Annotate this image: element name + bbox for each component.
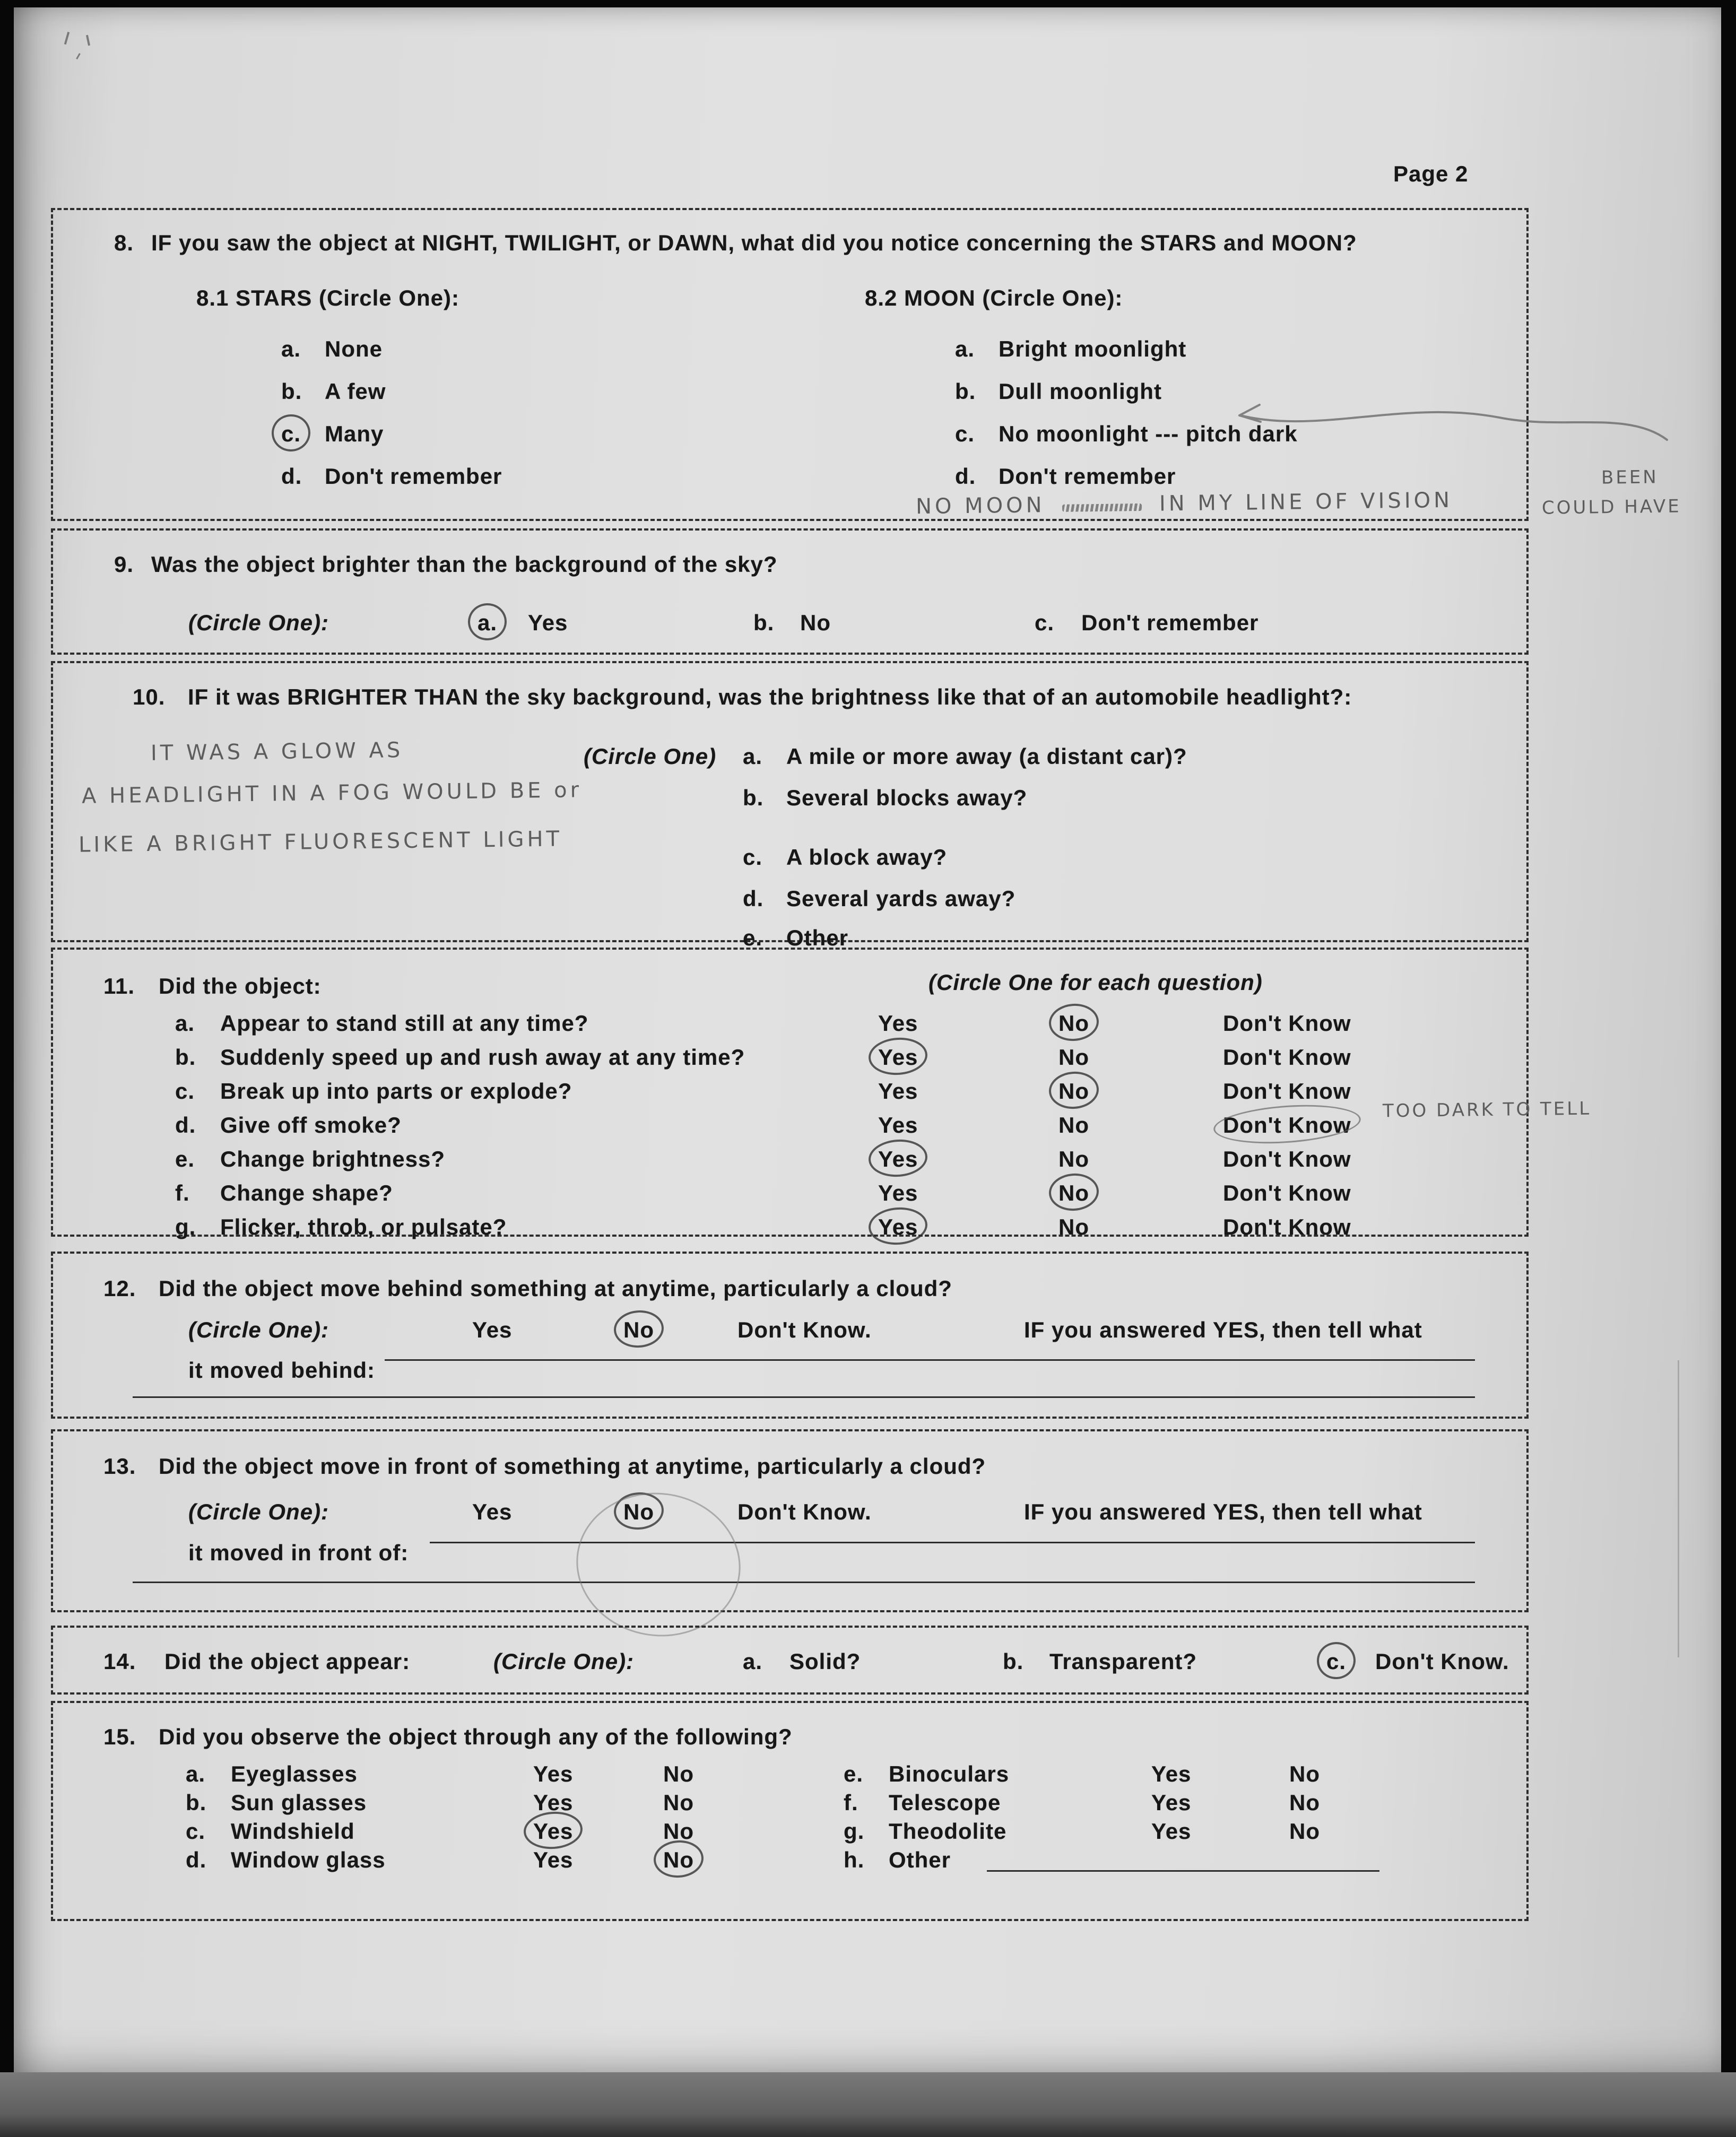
option-label: Transparent? xyxy=(1049,1649,1197,1674)
option-label: Solid? xyxy=(789,1649,861,1674)
row-label: Sun glasses xyxy=(231,1790,367,1815)
q14-text: Did the object appear: xyxy=(164,1649,411,1674)
option-label: Yes xyxy=(528,610,568,635)
row-letter: d. xyxy=(186,1847,207,1872)
q11-prompt: (Circle One for each question) xyxy=(928,970,1263,995)
q13-tail: IF you answered YES, then tell what xyxy=(1024,1499,1422,1524)
row-label: Windshield xyxy=(231,1819,355,1844)
scan-artifact xyxy=(86,35,90,46)
q8-moon-option-a xyxy=(955,336,1186,362)
answer-no: No xyxy=(1058,1146,1089,1171)
q10-option-d xyxy=(743,886,1015,911)
answer-no: No xyxy=(663,1847,694,1872)
q10-prompt: (Circle One) xyxy=(584,744,717,769)
row-label: Telescope xyxy=(889,1790,1001,1815)
answer-no: No xyxy=(1058,1214,1089,1239)
row-letter: c. xyxy=(175,1079,195,1104)
option-letter: c. xyxy=(281,421,301,446)
option-letter: b. xyxy=(743,785,764,810)
page-number: Page 2 xyxy=(1393,161,1469,186)
q13-question xyxy=(103,1454,986,1479)
row-label: Binoculars xyxy=(889,1761,1010,1786)
option-letter: d. xyxy=(955,464,976,489)
q11-row-a xyxy=(53,1011,1526,1043)
answer-dk: Don't Know xyxy=(1223,1045,1351,1070)
q11-number: 11. xyxy=(103,974,135,998)
q8-stars-option-a xyxy=(281,336,383,362)
q11-text: Did the object: xyxy=(159,974,322,998)
answer-no: No xyxy=(1058,1045,1089,1070)
answer-yes: Yes xyxy=(878,1045,918,1070)
option-letter: c. xyxy=(1035,610,1055,635)
row-label: Eyeglasses xyxy=(231,1761,358,1786)
option-label: Don't remember xyxy=(999,464,1176,489)
q13-number: 13. xyxy=(103,1454,136,1479)
q15-text: Did you observe the object through any of the following? xyxy=(159,1724,793,1749)
row-letter: a. xyxy=(175,1011,195,1036)
q12-blank-line-2 xyxy=(133,1375,1475,1398)
answer-dk: Don't Know. xyxy=(737,1317,872,1342)
option-letter: b. xyxy=(1003,1649,1024,1674)
row-letter: a. xyxy=(186,1761,206,1786)
q8-stars-option-d xyxy=(281,464,502,489)
circled-answer-mark xyxy=(878,1045,918,1070)
handwritten-arrow-mark xyxy=(1223,387,1685,466)
row-letter: b. xyxy=(186,1790,207,1815)
circled-answer-mark xyxy=(1058,1011,1089,1036)
option-letter: d. xyxy=(743,886,764,911)
answer-no: No xyxy=(1058,1180,1089,1205)
row-letter: g. xyxy=(175,1214,196,1239)
option-label: Dull moonlight xyxy=(999,379,1162,404)
handwritten-text: IN MY LINE OF VISION xyxy=(1159,488,1453,516)
option-label: No moonlight --- pitch dark xyxy=(999,421,1298,446)
option-letter: d. xyxy=(281,464,302,489)
handwritten-note-q10-line2: A HEADLIGHT IN A FOG WOULD BE or xyxy=(81,778,583,809)
q8-question xyxy=(114,230,1357,256)
section-q14 xyxy=(51,1626,1529,1695)
scribble-mark xyxy=(1062,503,1142,512)
answer-no: No xyxy=(663,1761,694,1786)
q12-question xyxy=(103,1276,952,1301)
section-q9 xyxy=(51,528,1529,655)
row-letter: e. xyxy=(844,1761,864,1786)
row-letter: d. xyxy=(175,1113,196,1137)
option-label: Other xyxy=(786,925,849,950)
row-label: Break up into parts or explode? xyxy=(220,1079,572,1104)
row-label: Theodolite xyxy=(889,1819,1007,1844)
answer-yes: Yes xyxy=(1151,1790,1192,1815)
q14-prompt: (Circle One): xyxy=(493,1649,635,1674)
q10-option-a xyxy=(743,744,1187,769)
answer-yes: Yes xyxy=(878,1079,918,1104)
circled-answer-mark xyxy=(1326,1649,1346,1674)
handwritten-note-q10-line3: LIKE A BRIGHT FLUORESCENT LIGHT xyxy=(78,827,563,857)
row-letter: c. xyxy=(186,1819,206,1844)
answer-yes: Yes xyxy=(878,1011,918,1036)
answer-no: No xyxy=(1289,1790,1320,1815)
section-q11 xyxy=(51,948,1529,1237)
q12-blank-line-1 xyxy=(385,1337,1475,1361)
answer-yes: Yes xyxy=(878,1180,918,1205)
answer-no: No xyxy=(663,1790,694,1815)
answer-no: No xyxy=(663,1819,694,1844)
answer-yes: Yes xyxy=(533,1761,574,1786)
answer-yes: Yes xyxy=(472,1317,513,1342)
row-letter: g. xyxy=(844,1819,865,1844)
answer-yes: Yes xyxy=(533,1790,574,1815)
row-label: Give off smoke? xyxy=(220,1113,402,1137)
q10-option-e xyxy=(743,925,848,951)
answer-yes: Yes xyxy=(533,1819,574,1844)
answer-yes: Yes xyxy=(878,1146,918,1171)
option-letter: b. xyxy=(281,379,302,404)
q8-stars-option-b xyxy=(281,379,386,404)
handwritten-note-q8-top: BEEN xyxy=(1601,466,1659,489)
answer-no: No xyxy=(1289,1761,1320,1786)
answer-yes: Yes xyxy=(533,1847,574,1872)
q10-option-c xyxy=(743,845,947,870)
q13-lead: it moved in front of: xyxy=(188,1540,409,1565)
option-letter: a. xyxy=(743,744,763,769)
row-label: Suddenly speed up and rush away at any time? xyxy=(220,1045,745,1070)
q9-prompt: (Circle One): xyxy=(188,610,329,635)
q10-text: IF it was BRIGHTER THAN the sky background, was the brightness like that of an automobile headlight?: xyxy=(188,684,1352,709)
answer-dk: Don't Know xyxy=(1223,1079,1351,1104)
q15-row-b xyxy=(53,1790,1526,1822)
option-letter: a. xyxy=(478,610,498,635)
option-letter: a. xyxy=(743,1649,763,1674)
q15-row-d xyxy=(53,1847,1526,1879)
row-label: Window glass xyxy=(231,1847,386,1872)
option-letter: c. xyxy=(1326,1649,1347,1674)
option-letter: a. xyxy=(281,336,301,361)
option-label: Don't Know. xyxy=(1375,1649,1509,1674)
q13-text: Did the object move in front of something at anytime, particularly a cloud? xyxy=(159,1454,986,1479)
answer-dk: Don't Know xyxy=(1223,1113,1351,1137)
row-letter: f. xyxy=(175,1180,190,1205)
q11-row-d xyxy=(53,1113,1526,1144)
row-letter: e. xyxy=(175,1146,195,1171)
handwritten-note-q10-line1: IT WAS A GLOW AS xyxy=(150,738,404,766)
answer-yes: Yes xyxy=(472,1499,513,1524)
circled-answer-mark xyxy=(878,1214,918,1240)
q13-prompt: (Circle One): xyxy=(188,1499,329,1524)
scan-artifact xyxy=(76,53,81,59)
q9-number: 9. xyxy=(114,552,134,577)
q10-question xyxy=(133,684,1352,710)
circled-answer-mark xyxy=(533,1819,573,1844)
scanner-bed xyxy=(0,2072,1736,2137)
answer-dk: Don't Know. xyxy=(737,1499,872,1524)
q8-number: 8. xyxy=(114,230,134,255)
scan-artifact xyxy=(64,32,70,45)
section-q15 xyxy=(51,1701,1529,1921)
circled-answer-mark xyxy=(478,610,497,636)
handwritten-note-q8-cont: COULD HAVE xyxy=(1541,496,1681,519)
row-label: Appear to stand still at any time? xyxy=(220,1011,589,1036)
q11-row-e xyxy=(53,1146,1526,1178)
answer-no: No xyxy=(623,1499,654,1524)
option-label: Several blocks away? xyxy=(786,785,1028,810)
q11-row-f xyxy=(53,1180,1526,1212)
q10-option-b xyxy=(743,785,1027,811)
answer-dk: Don't Know xyxy=(1223,1214,1351,1239)
section-q8 xyxy=(51,208,1529,521)
q12-tail: IF you answered YES, then tell what xyxy=(1024,1317,1422,1342)
paper-sheet xyxy=(14,7,1721,2072)
handwritten-note-q11d: TOO DARK TO TELL xyxy=(1382,1098,1592,1122)
q12-prompt: (Circle One): xyxy=(188,1317,329,1342)
q12-lead: it moved behind: xyxy=(188,1358,375,1383)
answer-no: No xyxy=(1058,1113,1089,1137)
q9-answer-row xyxy=(53,610,1526,642)
option-letter: c. xyxy=(955,421,975,446)
row-label: Other xyxy=(889,1847,951,1872)
circled-answer-mark xyxy=(878,1146,918,1172)
answer-yes: Yes xyxy=(1151,1761,1192,1786)
q14-answer-row xyxy=(53,1649,1526,1681)
option-label: A block away? xyxy=(786,845,948,870)
q8-moon-heading: 8.2 MOON (Circle One): xyxy=(865,285,1123,310)
answer-yes: Yes xyxy=(1151,1819,1192,1844)
row-letter: b. xyxy=(175,1045,196,1070)
q10-number: 10. xyxy=(133,684,166,709)
option-letter: c. xyxy=(743,845,763,870)
section-q12 xyxy=(51,1252,1529,1419)
q13-blank-line-2 xyxy=(133,1560,1475,1583)
circled-answer-mark xyxy=(1058,1180,1089,1206)
option-label: Bright moonlight xyxy=(999,336,1187,361)
paper-crease xyxy=(1678,1360,1679,1657)
option-letter: b. xyxy=(753,610,775,635)
row-label: Change brightness? xyxy=(220,1146,446,1171)
section-q13 xyxy=(51,1429,1529,1612)
option-label: Don't remember xyxy=(1081,610,1259,635)
answer-no: No xyxy=(1289,1819,1320,1844)
answer-yes: Yes xyxy=(878,1214,918,1239)
row-letter: f. xyxy=(844,1790,858,1815)
handwritten-text: NO MOON xyxy=(915,493,1045,519)
circled-answer-mark xyxy=(1058,1079,1089,1104)
q11-row-b xyxy=(53,1045,1526,1076)
option-label: None xyxy=(325,336,383,361)
row-letter: h. xyxy=(844,1847,865,1872)
q12-number: 12. xyxy=(103,1276,136,1301)
q9-question xyxy=(114,552,778,577)
q15-question xyxy=(103,1724,793,1750)
answer-no: No xyxy=(623,1317,654,1342)
q15-other-blank xyxy=(987,1848,1379,1872)
q9-text: Was the object brighter than the background of the sky? xyxy=(151,552,778,577)
row-label: Flicker, throb, or pulsate? xyxy=(220,1214,507,1239)
q14-number: 14. xyxy=(103,1649,136,1674)
q15-row-c xyxy=(53,1819,1526,1851)
option-label: No xyxy=(800,610,831,635)
option-label: Many xyxy=(325,421,384,446)
option-letter: e. xyxy=(743,925,763,950)
q8-stars-heading: 8.1 STARS (Circle One): xyxy=(196,285,459,310)
q11-row-g xyxy=(53,1214,1526,1246)
answer-dk: Don't Know xyxy=(1223,1180,1351,1205)
circled-answer-mark xyxy=(663,1847,694,1873)
answer-no: No xyxy=(1058,1079,1089,1104)
option-letter: a. xyxy=(955,336,975,361)
q8-stars-option-c xyxy=(281,421,384,447)
option-label: A mile or more away (a distant car)? xyxy=(786,744,1187,769)
answer-dk: Don't Know xyxy=(1223,1146,1351,1171)
row-label: Change shape? xyxy=(220,1180,393,1205)
answer-yes: Yes xyxy=(878,1113,918,1137)
option-label: A few xyxy=(325,379,386,404)
q12-text: Did the object move behind something at anytime, particularly a cloud? xyxy=(159,1276,952,1301)
q15-number: 15. xyxy=(103,1724,136,1749)
q8-moon-option-b xyxy=(955,379,1162,404)
answer-dk: Don't Know xyxy=(1223,1011,1351,1036)
answer-no: No xyxy=(1058,1011,1089,1036)
option-label: Several yards away? xyxy=(786,886,1016,911)
circled-answer-mark xyxy=(1223,1113,1351,1138)
q8-moon-option-d xyxy=(955,464,1176,489)
option-letter: b. xyxy=(955,379,976,404)
q11-question xyxy=(103,974,322,999)
q15-row-a xyxy=(53,1761,1526,1793)
circled-answer-mark xyxy=(281,421,301,447)
q8-text: IF you saw the object at NIGHT, TWILIGHT, or DAWN, what did you notice concerning the STARS and MOON? xyxy=(151,230,1357,255)
option-label: Don't remember xyxy=(325,464,502,489)
